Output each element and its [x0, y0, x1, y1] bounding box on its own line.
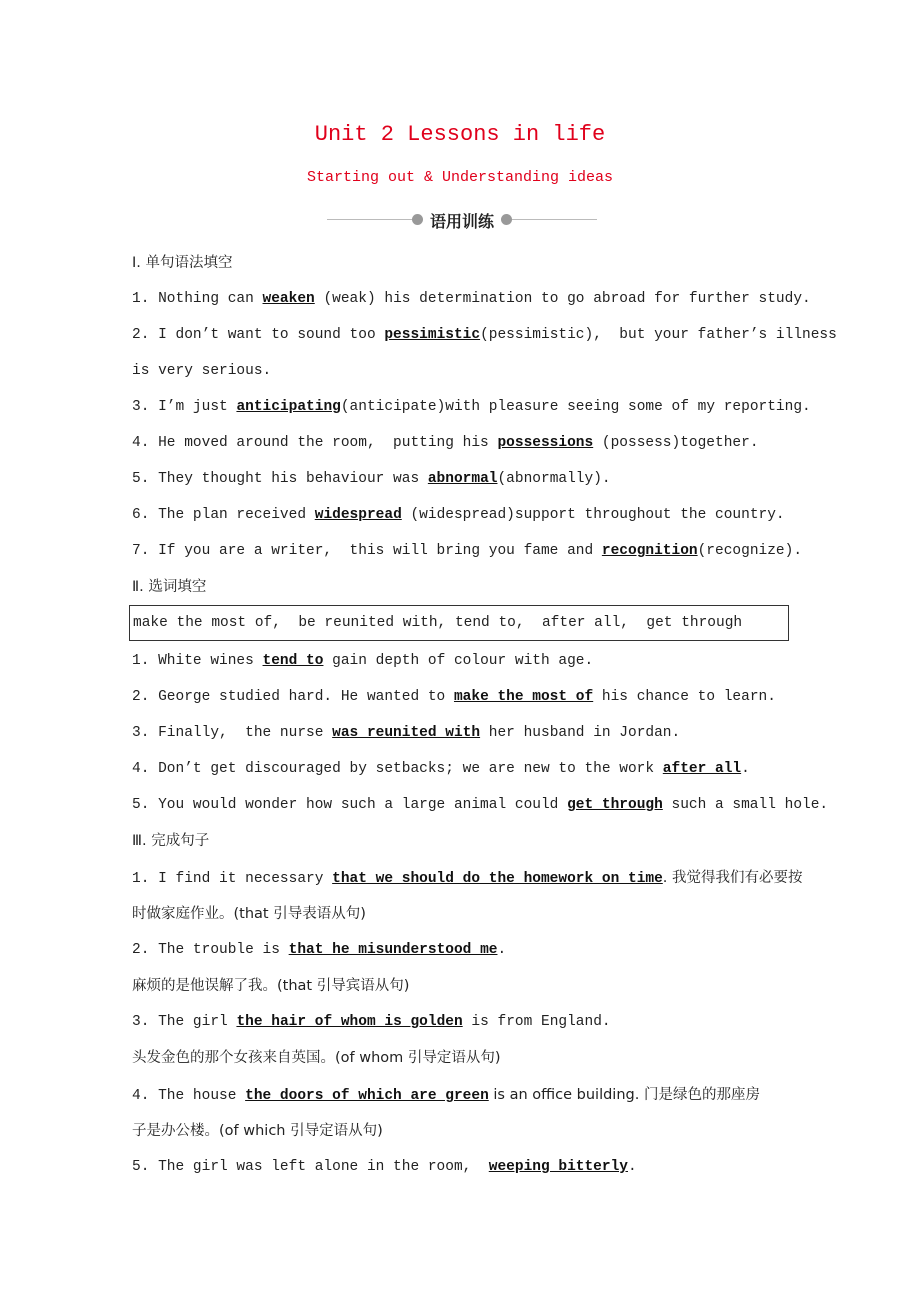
answer: possessions: [497, 435, 594, 451]
question-3-3-translation: 头发金色的那个女孩来自英国。(of whom 引导定语从句): [132, 1050, 501, 1066]
answer: the doors of which are green: [245, 1088, 489, 1104]
question-3-2: 2. The trouble is that he misunderstood me.: [132, 942, 507, 958]
answer: was reunited with: [332, 725, 481, 741]
section-3-heading: Ⅲ. 完成句子: [132, 833, 210, 849]
answer: recognition: [601, 543, 698, 559]
answer: anticipating: [236, 399, 341, 415]
page-title: Unit 2 Lessons in life: [314, 122, 606, 147]
answer: widespread: [314, 507, 402, 523]
answer: that he misunderstood me: [288, 942, 498, 958]
banner-left-dot-icon: [412, 214, 423, 225]
question-1-1: 1. Nothing can weaken (weak) his determination to go abroad for further study.: [132, 291, 811, 307]
question-1-2-continued: is very serious.: [132, 363, 272, 379]
question-2-2: 2. George studied hard. He wanted to make the most of his chance to learn.: [132, 689, 776, 705]
banner-left-rule: [327, 219, 412, 220]
question-2-4: 4. Don’t get discouraged by setbacks; we are new to the work after all.: [132, 761, 750, 777]
word-bank-box: [129, 605, 789, 641]
question-1-4: 4. He moved around the room, putting his possessions (possess)together.: [132, 435, 759, 451]
question-3-4: 4. The house the doors of which are green is an office building. 门是绿色的那座房: [132, 1087, 760, 1104]
banner-right-dot-icon: [501, 214, 512, 225]
answer: pessimistic: [384, 327, 481, 343]
question-1-3: 3. I’m just anticipating(anticipate)with pleasure seeing some of my reporting.: [132, 399, 811, 415]
question-3-4-continued: 子是办公楼。(of which 引导定语从句): [132, 1123, 383, 1139]
answer: after all: [662, 761, 742, 777]
word-bank-text: make the most of, be reunited with, tend to, after all, get through: [133, 615, 743, 631]
answer: abnormal: [427, 471, 498, 487]
question-1-6: 6. The plan received widespread (widespread)support throughout the country.: [132, 507, 785, 523]
question-3-3: 3. The girl the hair of whom is golden is from England.: [132, 1014, 611, 1030]
question-1-5: 5. They thought his behaviour was abnormal(abnormally).: [132, 471, 611, 487]
question-2-3: 3. Finally, the nurse was reunited with her husband in Jordan.: [132, 725, 681, 741]
answer: weeping bitterly: [488, 1159, 628, 1175]
banner-label: 语用训练: [429, 212, 494, 231]
answer: that we should do the homework on time: [332, 871, 663, 887]
answer: the hair of whom is golden: [236, 1014, 463, 1030]
section-2-heading: Ⅱ. 选词填空: [132, 579, 207, 595]
answer: weaken: [262, 291, 315, 307]
question-1-2: 2. I don’t want to sound too pessimistic(pessimistic), but your father’s illness: [132, 327, 837, 343]
section-banner: [0, 208, 920, 232]
question-1-7: 7. If you are a writer, this will bring you fame and recognition(recognize).: [132, 543, 803, 559]
banner-right-rule: [512, 219, 597, 220]
question-2-1: 1. White wines tend to gain depth of colour with age.: [132, 653, 594, 669]
question-3-5: 5. The girl was left alone in the room, weeping bitterly.: [132, 1159, 637, 1175]
answer: make the most of: [453, 689, 594, 705]
answer: get through: [567, 797, 663, 813]
question-3-1: 1. I find it necessary that we should do the homework on time. 我觉得我们有必要按: [132, 870, 803, 887]
answer: tend to: [262, 653, 324, 669]
question-2-5: 5. You would wonder how such a large animal could get through such a small hole.: [132, 797, 829, 813]
page-subtitle: Starting out & Understanding ideas: [306, 169, 614, 186]
question-3-2-translation: 麻烦的是他误解了我。(that 引导宾语从句): [132, 978, 410, 994]
section-1-heading: Ⅰ. 单句语法填空: [132, 255, 233, 271]
question-3-1-continued: 时做家庭作业。(that 引导表语从句): [132, 906, 366, 922]
